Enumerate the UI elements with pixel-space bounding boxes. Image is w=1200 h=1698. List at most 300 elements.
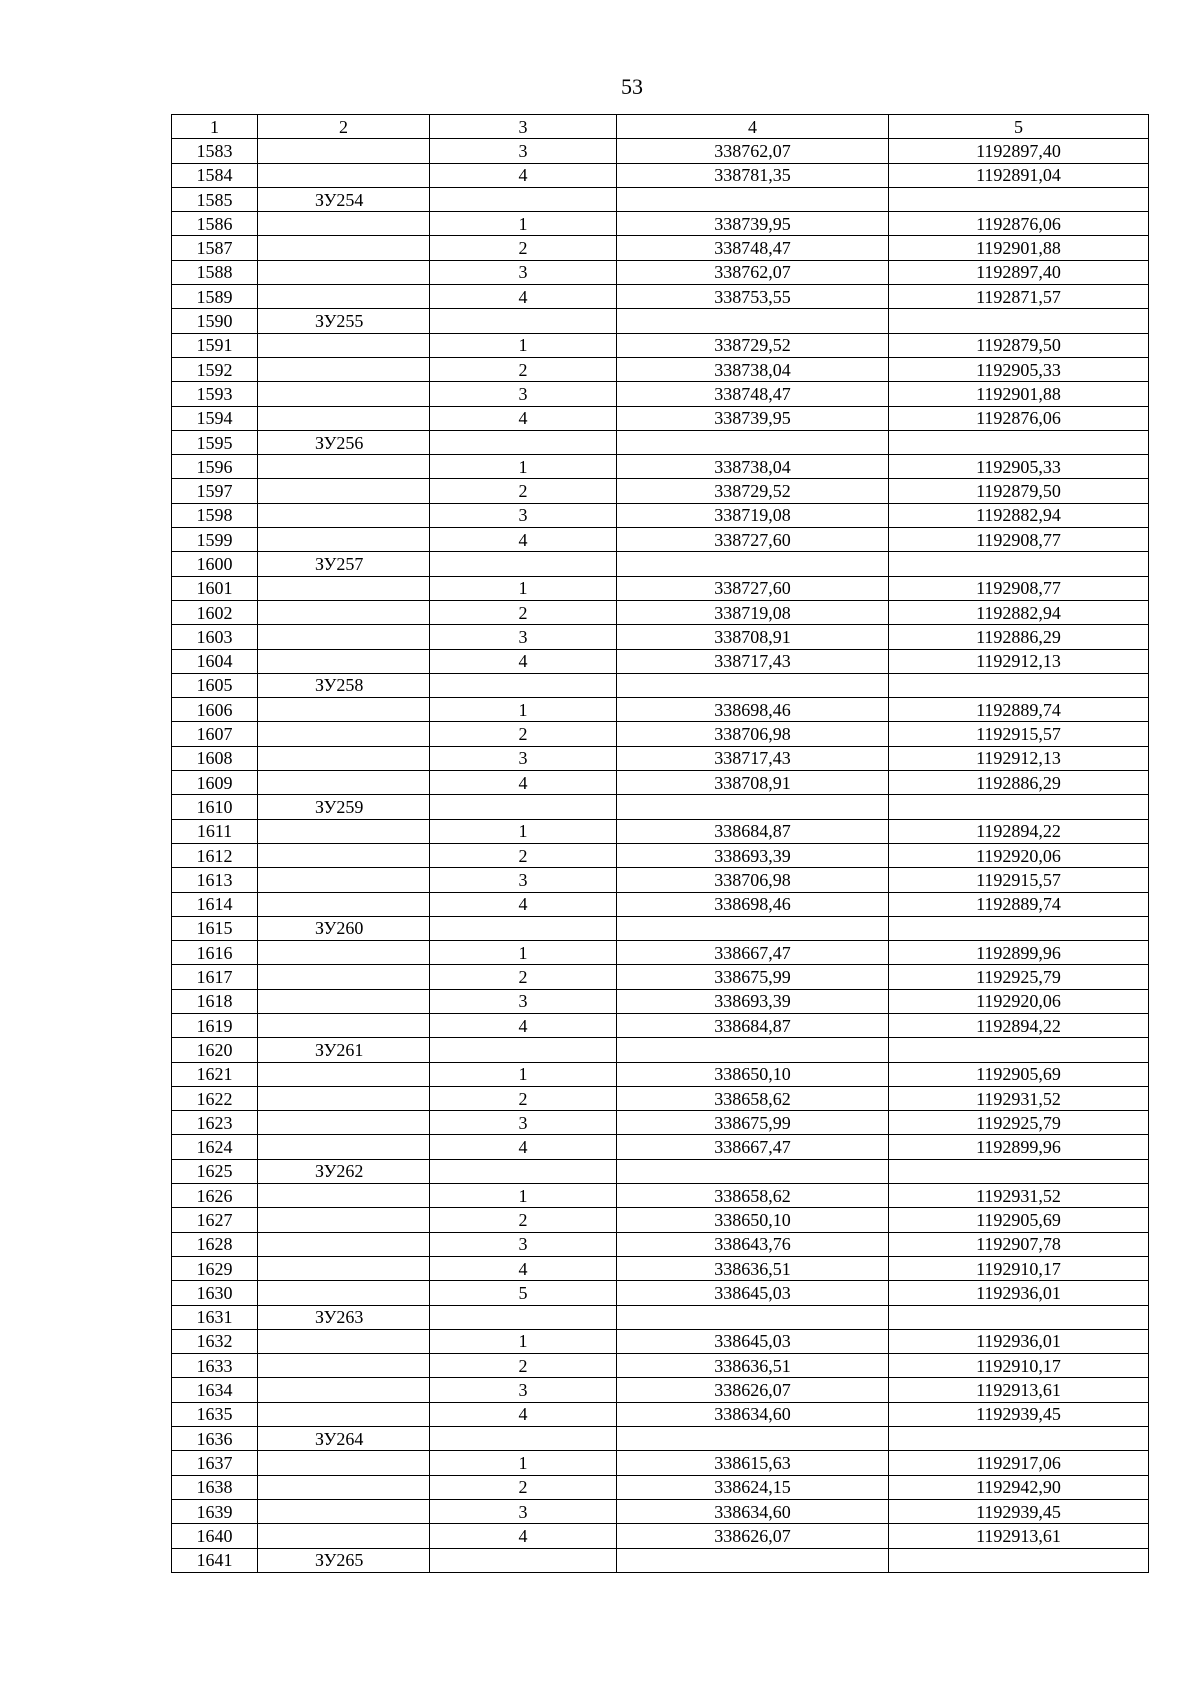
point-number-cell: 1635 (172, 1402, 258, 1426)
coordinate-x-cell: 338624,15 (617, 1475, 889, 1499)
table-row (172, 941, 1149, 965)
coordinate-y-cell: 1192908,77 (889, 576, 1149, 600)
coordinate-x-cell (617, 916, 889, 940)
point-number-cell: 1603 (172, 625, 258, 649)
parcel-id-cell (258, 236, 430, 260)
parcel-id-cell (258, 989, 430, 1013)
point-number-cell: 1613 (172, 868, 258, 892)
vertex-number-cell: 3 (430, 1378, 617, 1402)
table-row (172, 746, 1149, 770)
coordinate-x-cell (617, 1548, 889, 1572)
vertex-number-cell: 2 (430, 722, 617, 746)
coordinate-x-cell: 338748,47 (617, 382, 889, 406)
vertex-number-cell: 3 (430, 1499, 617, 1523)
coordinate-y-cell: 1192886,29 (889, 771, 1149, 795)
parcel-id-cell (258, 1354, 430, 1378)
point-number-cell: 1590 (172, 309, 258, 333)
point-number-cell: 1630 (172, 1281, 258, 1305)
table-row (172, 795, 1149, 819)
coordinate-y-cell (889, 430, 1149, 454)
parcel-id-cell (258, 285, 430, 309)
table-row (172, 503, 1149, 527)
coordinate-x-cell: 338636,51 (617, 1256, 889, 1280)
coordinate-x-cell (617, 673, 889, 697)
vertex-number-cell: 3 (430, 1111, 617, 1135)
coordinate-y-cell: 1192891,04 (889, 163, 1149, 187)
vertex-number-cell: 1 (430, 1451, 617, 1475)
point-number-cell: 1608 (172, 746, 258, 770)
point-number-cell: 1631 (172, 1305, 258, 1329)
parcel-id-cell (258, 479, 430, 503)
coordinate-x-cell: 338645,03 (617, 1329, 889, 1353)
coordinate-x-cell: 338693,39 (617, 843, 889, 867)
vertex-number-cell: 2 (430, 1354, 617, 1378)
point-number-cell: 1640 (172, 1524, 258, 1548)
table-row (172, 552, 1149, 576)
table-row (172, 236, 1149, 260)
parcel-id-cell (258, 212, 430, 236)
parcel-id-cell (258, 1475, 430, 1499)
vertex-number-cell (430, 1159, 617, 1183)
point-number-cell: 1604 (172, 649, 258, 673)
point-number-cell: 1607 (172, 722, 258, 746)
table-row (172, 382, 1149, 406)
coordinate-y-cell: 1192905,33 (889, 455, 1149, 479)
parcel-id-cell (258, 382, 430, 406)
table-row (172, 163, 1149, 187)
vertex-number-cell (430, 430, 617, 454)
vertex-number-cell: 3 (430, 1232, 617, 1256)
parcel-id-cell (258, 455, 430, 479)
vertex-number-cell: 3 (430, 746, 617, 770)
coordinate-x-cell (617, 1159, 889, 1183)
vertex-number-cell: 2 (430, 965, 617, 989)
table-row (172, 1524, 1149, 1548)
point-number-cell: 1620 (172, 1038, 258, 1062)
parcel-id-cell (258, 819, 430, 843)
coordinate-x-cell: 338684,87 (617, 1013, 889, 1037)
table-row (172, 1427, 1149, 1451)
coordinate-y-cell: 1192910,17 (889, 1354, 1149, 1378)
parcel-id-cell (258, 163, 430, 187)
coordinate-x-cell: 338781,35 (617, 163, 889, 187)
table-row (172, 212, 1149, 236)
page-number: 53 (621, 74, 643, 99)
vertex-number-cell: 3 (430, 260, 617, 284)
parcel-id-cell (258, 771, 430, 795)
parcel-id-cell (258, 1256, 430, 1280)
vertex-number-cell (430, 1038, 617, 1062)
vertex-number-cell: 1 (430, 819, 617, 843)
coordinate-x-cell: 338708,91 (617, 771, 889, 795)
point-number-cell: 1626 (172, 1184, 258, 1208)
parcel-id-cell (258, 357, 430, 381)
coordinate-y-cell: 1192910,17 (889, 1256, 1149, 1280)
coordinate-x-cell (617, 795, 889, 819)
vertex-number-cell (430, 1305, 617, 1329)
parcel-id-cell (258, 406, 430, 430)
point-number-cell: 1616 (172, 941, 258, 965)
vertex-number-cell: 4 (430, 163, 617, 187)
parcel-id-cell: ЗУ260 (258, 916, 430, 940)
coordinate-y-cell: 1192879,50 (889, 333, 1149, 357)
table-row (172, 1208, 1149, 1232)
coordinate-y-cell: 1192886,29 (889, 625, 1149, 649)
point-number-cell: 1637 (172, 1451, 258, 1475)
coordinate-x-cell: 338675,99 (617, 965, 889, 989)
parcel-id-cell: ЗУ258 (258, 673, 430, 697)
table-body (172, 115, 1149, 1573)
point-number-cell: 1584 (172, 163, 258, 187)
coordinate-y-cell: 1192915,57 (889, 868, 1149, 892)
coordinate-y-cell: 1192899,96 (889, 941, 1149, 965)
vertex-number-cell: 4 (430, 771, 617, 795)
coordinate-x-cell (617, 187, 889, 211)
coordinates-table (171, 114, 1149, 1573)
coordinate-x-cell: 338693,39 (617, 989, 889, 1013)
vertex-number-cell (430, 916, 617, 940)
point-number-cell: 1597 (172, 479, 258, 503)
vertex-number-cell (430, 673, 617, 697)
coordinate-x-cell: 338675,99 (617, 1111, 889, 1135)
header-cell: 2 (258, 115, 430, 139)
coordinate-x-cell: 338667,47 (617, 1135, 889, 1159)
table-row (172, 576, 1149, 600)
parcel-id-cell (258, 722, 430, 746)
coordinate-y-cell: 1192915,57 (889, 722, 1149, 746)
coordinate-y-cell: 1192871,57 (889, 285, 1149, 309)
point-number-cell: 1605 (172, 673, 258, 697)
table-row (172, 528, 1149, 552)
parcel-id-cell (258, 600, 430, 624)
coordinate-x-cell: 338738,04 (617, 357, 889, 381)
parcel-id-cell (258, 576, 430, 600)
coordinate-y-cell (889, 1305, 1149, 1329)
coordinate-y-cell: 1192889,74 (889, 892, 1149, 916)
parcel-id-cell: ЗУ254 (258, 187, 430, 211)
point-number-cell: 1627 (172, 1208, 258, 1232)
parcel-id-cell (258, 1135, 430, 1159)
parcel-id-cell (258, 1111, 430, 1135)
coordinate-x-cell: 338717,43 (617, 649, 889, 673)
coordinate-y-cell: 1192899,96 (889, 1135, 1149, 1159)
table-row (172, 357, 1149, 381)
point-number-cell: 1624 (172, 1135, 258, 1159)
point-number-cell: 1617 (172, 965, 258, 989)
table-row (172, 333, 1149, 357)
point-number-cell: 1587 (172, 236, 258, 260)
coordinate-x-cell: 338738,04 (617, 455, 889, 479)
parcel-id-cell: ЗУ263 (258, 1305, 430, 1329)
coordinate-y-cell: 1192905,33 (889, 357, 1149, 381)
vertex-number-cell: 3 (430, 625, 617, 649)
table-row (172, 1402, 1149, 1426)
vertex-number-cell (430, 1427, 617, 1451)
point-number-cell: 1638 (172, 1475, 258, 1499)
parcel-id-cell (258, 698, 430, 722)
coordinate-x-cell: 338739,95 (617, 406, 889, 430)
table-row (172, 892, 1149, 916)
coordinate-x-cell: 338719,08 (617, 600, 889, 624)
table-row (172, 455, 1149, 479)
vertex-number-cell: 4 (430, 1135, 617, 1159)
parcel-id-cell (258, 1232, 430, 1256)
table-row (172, 600, 1149, 624)
vertex-number-cell: 2 (430, 236, 617, 260)
table-row (172, 406, 1149, 430)
coordinate-x-cell: 338706,98 (617, 722, 889, 746)
coordinate-x-cell: 338727,60 (617, 576, 889, 600)
coordinate-x-cell: 338748,47 (617, 236, 889, 260)
point-number-cell: 1619 (172, 1013, 258, 1037)
vertex-number-cell: 3 (430, 503, 617, 527)
vertex-number-cell: 1 (430, 1062, 617, 1086)
point-number-cell: 1601 (172, 576, 258, 600)
parcel-id-cell: ЗУ255 (258, 309, 430, 333)
coordinate-y-cell: 1192920,06 (889, 989, 1149, 1013)
point-number-cell: 1599 (172, 528, 258, 552)
point-number-cell: 1618 (172, 989, 258, 1013)
table-row (172, 722, 1149, 746)
vertex-number-cell: 4 (430, 1013, 617, 1037)
coordinate-y-cell (889, 795, 1149, 819)
point-number-cell: 1609 (172, 771, 258, 795)
parcel-id-cell (258, 625, 430, 649)
parcel-id-cell (258, 260, 430, 284)
parcel-id-cell: ЗУ265 (258, 1548, 430, 1572)
vertex-number-cell: 3 (430, 868, 617, 892)
parcel-id-cell (258, 1208, 430, 1232)
parcel-id-cell (258, 139, 430, 163)
table-row (172, 1135, 1149, 1159)
coordinate-x-cell: 338739,95 (617, 212, 889, 236)
vertex-number-cell: 1 (430, 1329, 617, 1353)
parcel-id-cell (258, 528, 430, 552)
table-row (172, 1038, 1149, 1062)
coordinate-y-cell: 1192882,94 (889, 503, 1149, 527)
parcel-id-cell (258, 1086, 430, 1110)
point-number-cell: 1595 (172, 430, 258, 454)
coordinate-y-cell (889, 309, 1149, 333)
coordinate-y-cell: 1192905,69 (889, 1062, 1149, 1086)
vertex-number-cell: 2 (430, 1208, 617, 1232)
table-row (172, 771, 1149, 795)
vertex-number-cell: 4 (430, 406, 617, 430)
vertex-number-cell: 2 (430, 479, 617, 503)
coordinate-y-cell (889, 1038, 1149, 1062)
coordinate-y-cell: 1192913,61 (889, 1378, 1149, 1402)
coordinate-x-cell: 338753,55 (617, 285, 889, 309)
coordinate-x-cell: 338650,10 (617, 1062, 889, 1086)
coordinate-y-cell (889, 1159, 1149, 1183)
coordinate-y-cell: 1192936,01 (889, 1329, 1149, 1353)
coordinate-x-cell: 338708,91 (617, 625, 889, 649)
coordinate-y-cell: 1192889,74 (889, 698, 1149, 722)
coordinate-x-cell (617, 552, 889, 576)
table-row (172, 1354, 1149, 1378)
coordinate-y-cell: 1192942,90 (889, 1475, 1149, 1499)
point-number-cell: 1641 (172, 1548, 258, 1572)
vertex-number-cell: 3 (430, 139, 617, 163)
table-row (172, 625, 1149, 649)
coordinate-x-cell: 338643,76 (617, 1232, 889, 1256)
vertex-number-cell: 1 (430, 333, 617, 357)
parcel-id-cell (258, 941, 430, 965)
table-row (172, 965, 1149, 989)
coordinate-y-cell: 1192876,06 (889, 212, 1149, 236)
coordinate-x-cell (617, 1038, 889, 1062)
parcel-id-cell (258, 1184, 430, 1208)
parcel-id-cell (258, 868, 430, 892)
table-row (172, 1378, 1149, 1402)
table-row (172, 1329, 1149, 1353)
point-number-cell: 1634 (172, 1378, 258, 1402)
point-number-cell: 1611 (172, 819, 258, 843)
vertex-number-cell: 4 (430, 1524, 617, 1548)
point-number-cell: 1583 (172, 139, 258, 163)
parcel-id-cell (258, 1013, 430, 1037)
coordinate-y-cell: 1192931,52 (889, 1086, 1149, 1110)
table-row (172, 1305, 1149, 1329)
parcel-id-cell (258, 1451, 430, 1475)
vertex-number-cell: 1 (430, 455, 617, 479)
coordinate-y-cell: 1192894,22 (889, 819, 1149, 843)
table-row (172, 1111, 1149, 1135)
point-number-cell: 1588 (172, 260, 258, 284)
parcel-id-cell: ЗУ261 (258, 1038, 430, 1062)
coordinate-x-cell: 338719,08 (617, 503, 889, 527)
table-row (172, 1159, 1149, 1183)
parcel-id-cell (258, 965, 430, 989)
parcel-id-cell (258, 1329, 430, 1353)
point-number-cell: 1622 (172, 1086, 258, 1110)
coordinate-x-cell: 338650,10 (617, 1208, 889, 1232)
header-cell: 3 (430, 115, 617, 139)
header-cell: 4 (617, 115, 889, 139)
coordinate-x-cell (617, 430, 889, 454)
coordinate-y-cell (889, 673, 1149, 697)
coordinate-x-cell: 338634,60 (617, 1499, 889, 1523)
coordinate-y-cell: 1192939,45 (889, 1499, 1149, 1523)
point-number-cell: 1614 (172, 892, 258, 916)
point-number-cell: 1591 (172, 333, 258, 357)
vertex-number-cell: 2 (430, 843, 617, 867)
table-row (172, 1184, 1149, 1208)
point-number-cell: 1612 (172, 843, 258, 867)
table-row (172, 989, 1149, 1013)
coordinate-x-cell: 338684,87 (617, 819, 889, 843)
parcel-id-cell (258, 333, 430, 357)
table-row (172, 1548, 1149, 1572)
parcel-id-cell (258, 1524, 430, 1548)
point-number-cell: 1606 (172, 698, 258, 722)
coordinate-x-cell: 338706,98 (617, 868, 889, 892)
coordinate-x-cell: 338615,63 (617, 1451, 889, 1475)
point-number-cell: 1602 (172, 600, 258, 624)
coordinate-y-cell: 1192936,01 (889, 1281, 1149, 1305)
header-cell: 1 (172, 115, 258, 139)
vertex-number-cell: 2 (430, 1086, 617, 1110)
coordinate-x-cell (617, 1305, 889, 1329)
table-row (172, 1281, 1149, 1305)
coordinate-x-cell: 338626,07 (617, 1378, 889, 1402)
coordinate-x-cell: 338698,46 (617, 698, 889, 722)
coordinate-y-cell: 1192931,52 (889, 1184, 1149, 1208)
vertex-number-cell (430, 309, 617, 333)
coordinate-y-cell: 1192939,45 (889, 1402, 1149, 1426)
parcel-id-cell: ЗУ264 (258, 1427, 430, 1451)
parcel-id-cell (258, 746, 430, 770)
point-number-cell: 1632 (172, 1329, 258, 1353)
coordinate-y-cell: 1192925,79 (889, 965, 1149, 989)
vertex-number-cell: 4 (430, 1256, 617, 1280)
vertex-number-cell: 1 (430, 212, 617, 236)
parcel-id-cell: ЗУ259 (258, 795, 430, 819)
table-row (172, 1086, 1149, 1110)
parcel-id-cell (258, 1378, 430, 1402)
header-cell: 5 (889, 115, 1149, 139)
vertex-number-cell (430, 187, 617, 211)
coordinate-y-cell: 1192905,69 (889, 1208, 1149, 1232)
parcel-id-cell (258, 892, 430, 916)
table-row (172, 139, 1149, 163)
vertex-number-cell (430, 1548, 617, 1572)
vertex-number-cell: 4 (430, 528, 617, 552)
parcel-id-cell: ЗУ262 (258, 1159, 430, 1183)
vertex-number-cell (430, 795, 617, 819)
coordinate-y-cell: 1192901,88 (889, 382, 1149, 406)
coordinate-y-cell: 1192913,61 (889, 1524, 1149, 1548)
coordinate-y-cell: 1192897,40 (889, 139, 1149, 163)
vertex-number-cell: 3 (430, 989, 617, 1013)
coordinate-x-cell: 338636,51 (617, 1354, 889, 1378)
table-row (172, 1451, 1149, 1475)
coordinate-y-cell: 1192882,94 (889, 600, 1149, 624)
vertex-number-cell: 1 (430, 576, 617, 600)
coordinate-x-cell: 338717,43 (617, 746, 889, 770)
vertex-number-cell: 1 (430, 1184, 617, 1208)
table-header-row (172, 115, 1149, 139)
point-number-cell: 1639 (172, 1499, 258, 1523)
point-number-cell: 1633 (172, 1354, 258, 1378)
table-row (172, 649, 1149, 673)
point-number-cell: 1592 (172, 357, 258, 381)
point-number-cell: 1628 (172, 1232, 258, 1256)
vertex-number-cell: 5 (430, 1281, 617, 1305)
coordinate-y-cell: 1192925,79 (889, 1111, 1149, 1135)
point-number-cell: 1621 (172, 1062, 258, 1086)
coordinate-x-cell: 338658,62 (617, 1184, 889, 1208)
table-row (172, 698, 1149, 722)
point-number-cell: 1594 (172, 406, 258, 430)
parcel-id-cell (258, 1281, 430, 1305)
vertex-number-cell: 2 (430, 1475, 617, 1499)
coordinate-x-cell: 338658,62 (617, 1086, 889, 1110)
coordinate-x-cell: 338634,60 (617, 1402, 889, 1426)
point-number-cell: 1585 (172, 187, 258, 211)
coordinate-y-cell: 1192912,13 (889, 649, 1149, 673)
coordinate-y-cell: 1192912,13 (889, 746, 1149, 770)
coordinate-x-cell: 338645,03 (617, 1281, 889, 1305)
coordinate-x-cell: 338762,07 (617, 260, 889, 284)
coordinate-x-cell (617, 1427, 889, 1451)
vertex-number-cell: 1 (430, 941, 617, 965)
coordinate-y-cell: 1192917,06 (889, 1451, 1149, 1475)
table-row (172, 1062, 1149, 1086)
table-row (172, 1013, 1149, 1037)
coordinate-x-cell (617, 309, 889, 333)
table-row (172, 1475, 1149, 1499)
